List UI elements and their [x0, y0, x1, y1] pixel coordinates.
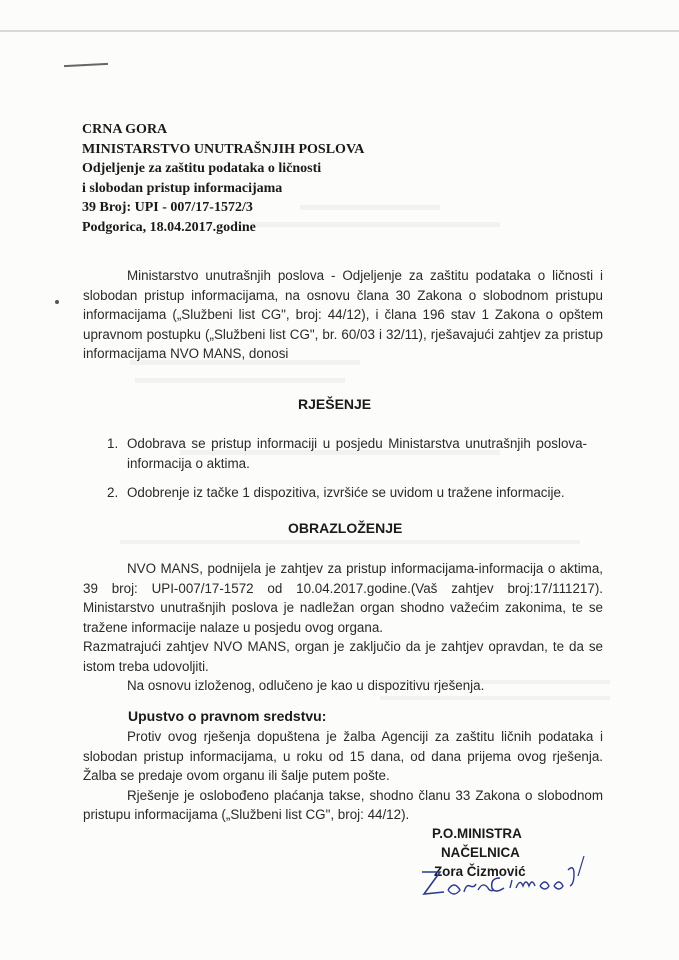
signature-name: Zora Čizmović — [434, 864, 526, 879]
handwritten-signature — [418, 850, 598, 910]
remedy-heading: Upustvo o pravnom sredstvu: — [128, 708, 327, 724]
document-header — [82, 120, 364, 237]
reasoning-heading: OBRAZLOŽENJE — [288, 520, 403, 536]
header-date: Podgorica, 18.04.2017.godine — [82, 219, 256, 235]
remedy-section — [83, 727, 603, 825]
remedy-paragraph-2: Rješenje je oslobođeno plaćanja takse, shodno članu 33 Zakona o slobodnom pristupu informacijama („Službeni list CG", broj: 44/12). — [83, 787, 603, 822]
item-text: Odobrenje iz tačke 1 dispozitiva, izvršiće se uvidom u tražene informacije. — [127, 485, 565, 500]
item-number: 2. — [107, 485, 119, 500]
reasoning-section — [83, 559, 603, 696]
margin-dot — [55, 300, 59, 304]
header-ministry: MINISTARSTVO UNUTRAŠNJIH POSLOVA — [82, 141, 365, 157]
remedy-paragraph-1: Protiv ovog rješenja dopuštena je žalba Agenciji za zaštitu ličnih podataka i slobodan pristup informacijama, u roku od 15 dana, od dana prijema ovog rješenja. Žalba se predaje ovom organu ili šalje putem pošte. — [83, 729, 603, 783]
reasoning-paragraph-2: Razmatrajući zahtjev NVO MANS, organ je zaključio da je zahtjev opravdan, te da se istom treba udovoljiti. — [83, 639, 603, 674]
pen-mark — [64, 63, 108, 67]
item-number: 1. — [107, 436, 119, 451]
header-country: CRNA GORA — [82, 122, 168, 137]
signature-role: NAČELNICA — [441, 845, 520, 860]
decision-heading: RJEŠENJE — [298, 396, 372, 412]
header-department: Odjeljenje za zaštitu podataka o ličnosti — [82, 161, 322, 176]
signature-title: P.O.MINISTRA — [432, 826, 522, 841]
bleed-through-block — [135, 378, 345, 383]
reasoning-paragraph-3: Na osnovu izloženog, odlučeno je kao u dispozitivu rješenja. — [127, 678, 485, 693]
header-department-cont: i slobodan pristup informacijama — [82, 180, 283, 196]
intro-paragraph: Ministarstvo unutrašnjih poslova - Odjeljenje za zaštitu podataka o ličnosti i slobodan pristup informacijama, na osnovu člana 30 Zakona o slobodnom pristupu informacijama („Službeni list CG", broj: 44/12), i člana 196 stav 1 Zakona o opštem upravnom postupku („Službeni list CG", br. 60/03 i 32/11), rješavajući zahtjev za pristup informacijama NVO MANS, donosi — [83, 268, 603, 361]
scan-edge-line — [0, 30, 679, 32]
header-case-number: 39 Broj: UPI - 007/17-1572/3 — [82, 200, 253, 215]
reasoning-paragraph-1: NVO MANS, podnijela je zahtjev za pristup informacijama-informacija o aktima, 39 broj: UPI-007/17-1572 od 10.04.2017.godine.(Vaš zahtjev broj:17/111217). Ministarstvo unutrašnjih poslova je nadležan organ shodno važećim zakonima, te se tražene informacije nalaze u posjedu ovog organa. — [83, 561, 603, 635]
item-text: Odobrava se pristup informaciji u posjedu Ministarstva unutrašnjih poslova- informacija o aktima. — [127, 436, 587, 471]
bleed-through-block — [380, 696, 610, 700]
bleed-through-block — [120, 540, 580, 544]
